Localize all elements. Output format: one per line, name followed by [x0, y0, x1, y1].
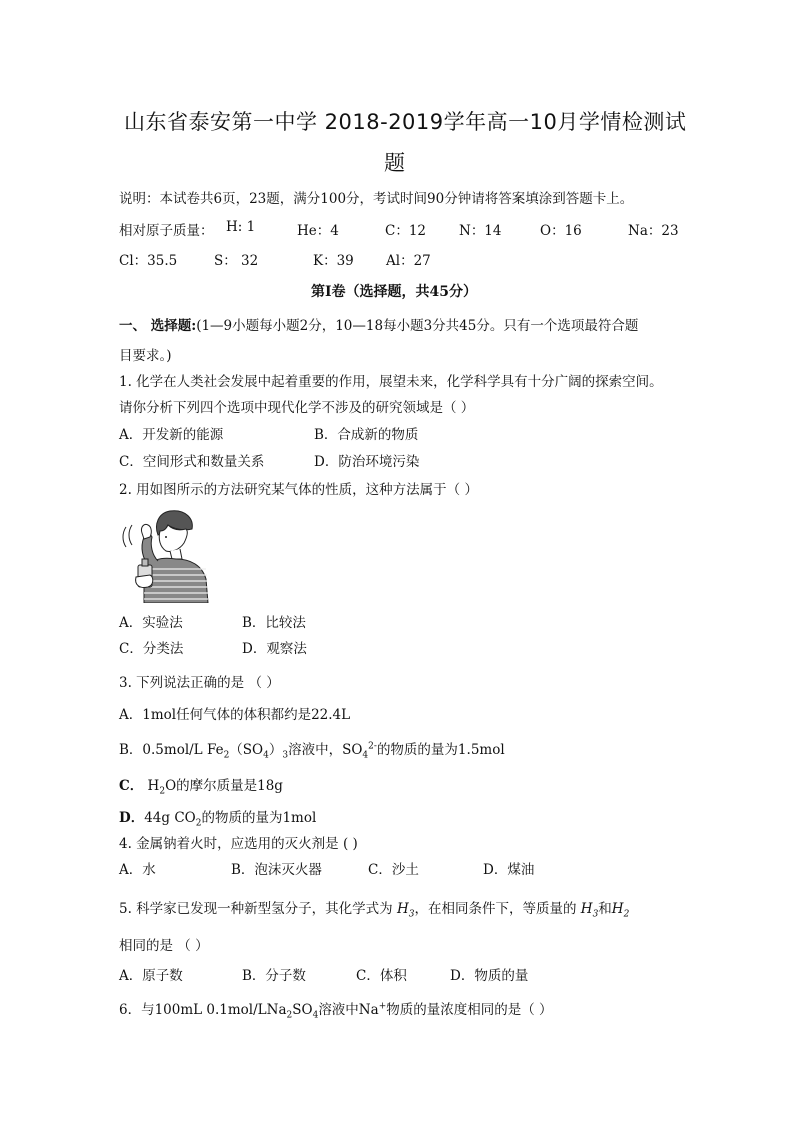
atomic-mass-k: K：39: [313, 253, 354, 269]
q4-option-a: A．水: [119, 862, 156, 878]
q5-stem: 5. 科学家已发现一种新型氢分子，其化学式为 $H_3$，在相同条件下，等质量的 $H_3$和$H_2$: [119, 901, 630, 920]
atomic-mass-n: N：14: [459, 223, 502, 239]
page-title-continued: 题: [384, 151, 406, 175]
atomic-mass-al: Al：27: [386, 253, 431, 269]
atomic-mass-cl: Cl：35.5: [119, 253, 178, 269]
q4-option-b: B．泡沫灭火器: [231, 862, 322, 878]
part-heading-label: 一、 选择题:: [119, 318, 197, 334]
exam-instructions: 说明：本试卷共6页，23题，满分100分，考试时间90分钟请将答案填涂到答题卡上。: [119, 191, 634, 207]
q2-option-a: A．实验法: [119, 615, 183, 631]
page-title: 山东省泰安第一中学 2018-2019学年高一10月学情检测试: [124, 110, 687, 134]
q3-option-d: D．44g $CO_2$的物质的量为1mol: [119, 810, 317, 829]
formula-h2: $H_2$: [611, 901, 630, 920]
part-heading: [119, 314, 638, 334]
atomic-mass-he: He：4: [297, 223, 339, 239]
q1-option-a: A．开发新的能源: [119, 427, 224, 443]
q1-stem: 1. 化学在人类社会发展中起着重要的作用，展望未来，化学科学具有十分广阔的探索空间。: [119, 374, 663, 390]
q1-stem-cont: 请你分析下列四个选项中现代化学不涉及的研究领域是（ ）: [119, 400, 475, 416]
atomic-mass-o: O：16: [540, 223, 582, 239]
q5-stem-cont: 相同的是 （ ）: [119, 938, 209, 954]
q2-stem: 2. 用如图所示的方法研究某气体的性质，这种方法属于（ ）: [119, 482, 478, 498]
atomic-mass-c: C：12: [385, 223, 427, 239]
formula-h3-again: $H_3$: [580, 901, 599, 920]
student-smelling-gas-illustration: [118, 503, 218, 603]
q3-option-a: A．1mol任何气体的体积都约是22.4L: [119, 707, 351, 723]
q1-option-c: C．空间形式和数量关系: [119, 454, 265, 470]
q1-option-d: D．防治环境污染: [314, 454, 420, 470]
q4-stem: 4. 金属钠着火时，应选用的灭火剂是 ( ): [119, 836, 358, 852]
q6-stem: 6．与100mL $0.1mol/LNa_2SO_4$溶液中Na+物质的量浓度相同的是（ ）: [119, 1001, 553, 1021]
q3-stem: 3. 下列说法正确的是 （ ）: [119, 675, 280, 691]
atomic-mass-h: H: 1: [226, 219, 256, 235]
formula-h3: $H_3$: [396, 901, 415, 920]
q5-option-a: A．原子数: [119, 968, 183, 984]
atomic-mass-na: Na：23: [628, 223, 679, 239]
q1-option-b: B．合成新的物质: [314, 427, 419, 443]
q2-option-c: C．分类法: [119, 641, 184, 657]
atomic-mass-s: S： 32: [214, 253, 259, 269]
q5-option-d: D．物质的量: [450, 968, 529, 984]
part-heading-desc: (1—9小题每小题2分，10—18每小题3分共45分。只有一个选项最符合题: [196, 318, 639, 334]
q5-option-c: C．体积: [356, 968, 407, 984]
q3-option-c: C． $H_2O$的摩尔质量是18g: [119, 778, 283, 797]
q2-option-d: D．观察法: [242, 641, 307, 657]
q3-option-b: B．0.5mol/L $Fe_2(SO_4)_3$溶液中，$SO_4^{2-}$的物质的量为1.5mol: [119, 741, 505, 761]
atomic-mass-label: 相对原子质量：: [119, 223, 214, 239]
q4-option-d: D．煤油: [483, 862, 535, 878]
q2-option-b: B．比较法: [242, 615, 306, 631]
q4-option-c: C．沙土: [368, 862, 419, 878]
part-heading-desc-cont: 目要求。): [119, 348, 172, 364]
q5-option-b: B．分子数: [242, 968, 306, 984]
section-title: 第Ⅰ卷（选择题，共45分）: [311, 284, 478, 300]
